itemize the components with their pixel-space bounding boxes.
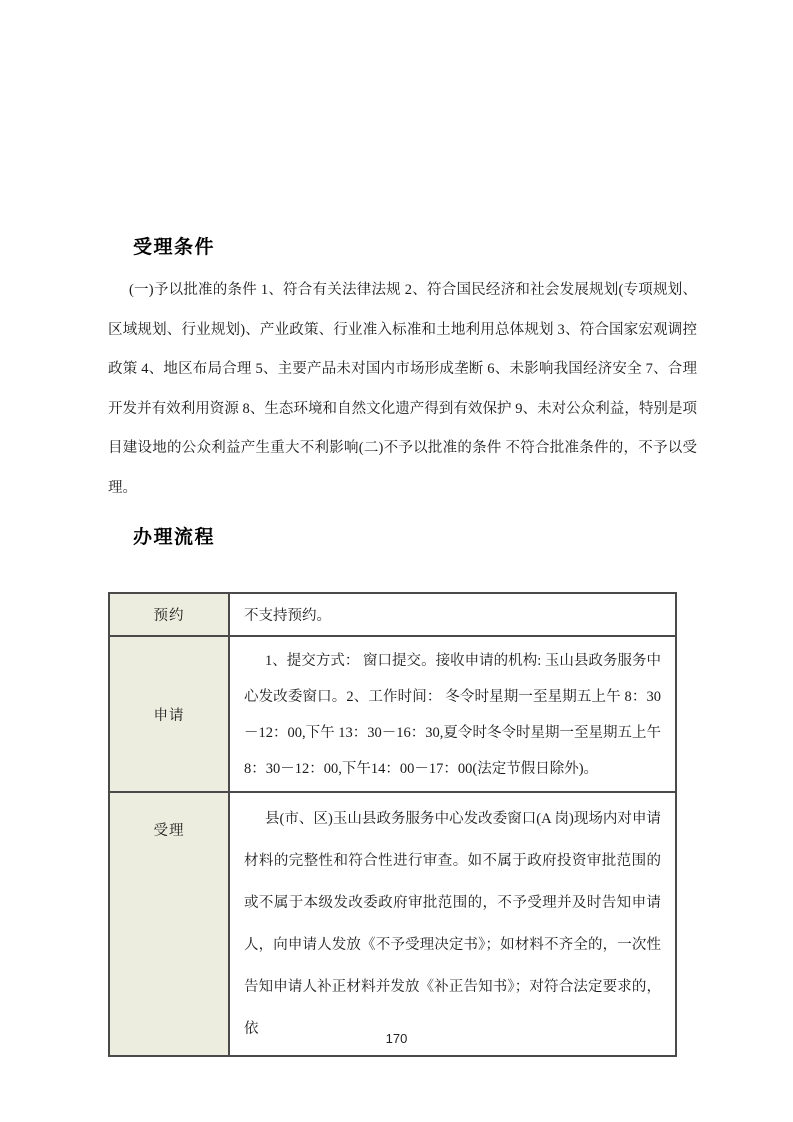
table-row-reservation bbox=[109, 593, 676, 636]
page-number: 170 bbox=[385, 1031, 408, 1046]
acceptance-conditions-paragraph: (一)予以批准的条件 1、符合有关法律法规 2、符合国民经济和社会发展规划(专项规划、区域规划、行业规划)、产业政策、行业准入标准和土地利用总体规划 3、符合国家宏观调控政策 4、地区布局合理 5、主要产品未对国内市场形成垄断 6、未影响我国经济安全 7、合理开发并有效利用资源 8、生态环境和自然文化遗产得到有效保护 9、未对公众利益，特别是项目建设地的公众利益产生重大不利影响(二)不予以批准的条件 不符合批准条件的，不予以受理。 bbox=[108, 282, 697, 496]
row-label-acceptance: 受理 bbox=[109, 792, 229, 1056]
table-row-acceptance bbox=[109, 792, 676, 1056]
row-label-application: 申请 bbox=[109, 636, 229, 792]
section-heading-acceptance-conditions: 受理条件 bbox=[133, 237, 216, 258]
process-flow-table bbox=[108, 592, 677, 1057]
row-content-application: 1、提交方式： 窗口提交。接收申请的机构: 玉山县政务服务中心发改委窗口。2、工作时间： 冬令时星期一至星期五上午 8：30－12：00,下午 13：30－16：30,夏令时冬令时星期一至星期五上午 8：30－12：00,下午14：00－17：00(法定节假日除外)。 bbox=[229, 636, 676, 792]
row-content-acceptance: 县(市、区)玉山县政务服务中心发改委窗口(A 岗)现场内对申请材料的完整性和符合性进行审查。如不属于政府投资审批范围的或不属于本级发改委政府审批范围的，不予受理并及时告知申请人，向申请人发放《不予受理决定书》；如材料不齐全的，一次性告知申请人补正材料并发放《补正告知书》；对符合法定要求的，依 bbox=[229, 792, 676, 1056]
row-label-reservation: 预约 bbox=[109, 593, 229, 636]
table-row-application bbox=[109, 636, 676, 792]
section-heading-process-flow: 办理流程 bbox=[133, 527, 216, 548]
row-content-reservation: 不支持预约。 bbox=[229, 593, 676, 636]
